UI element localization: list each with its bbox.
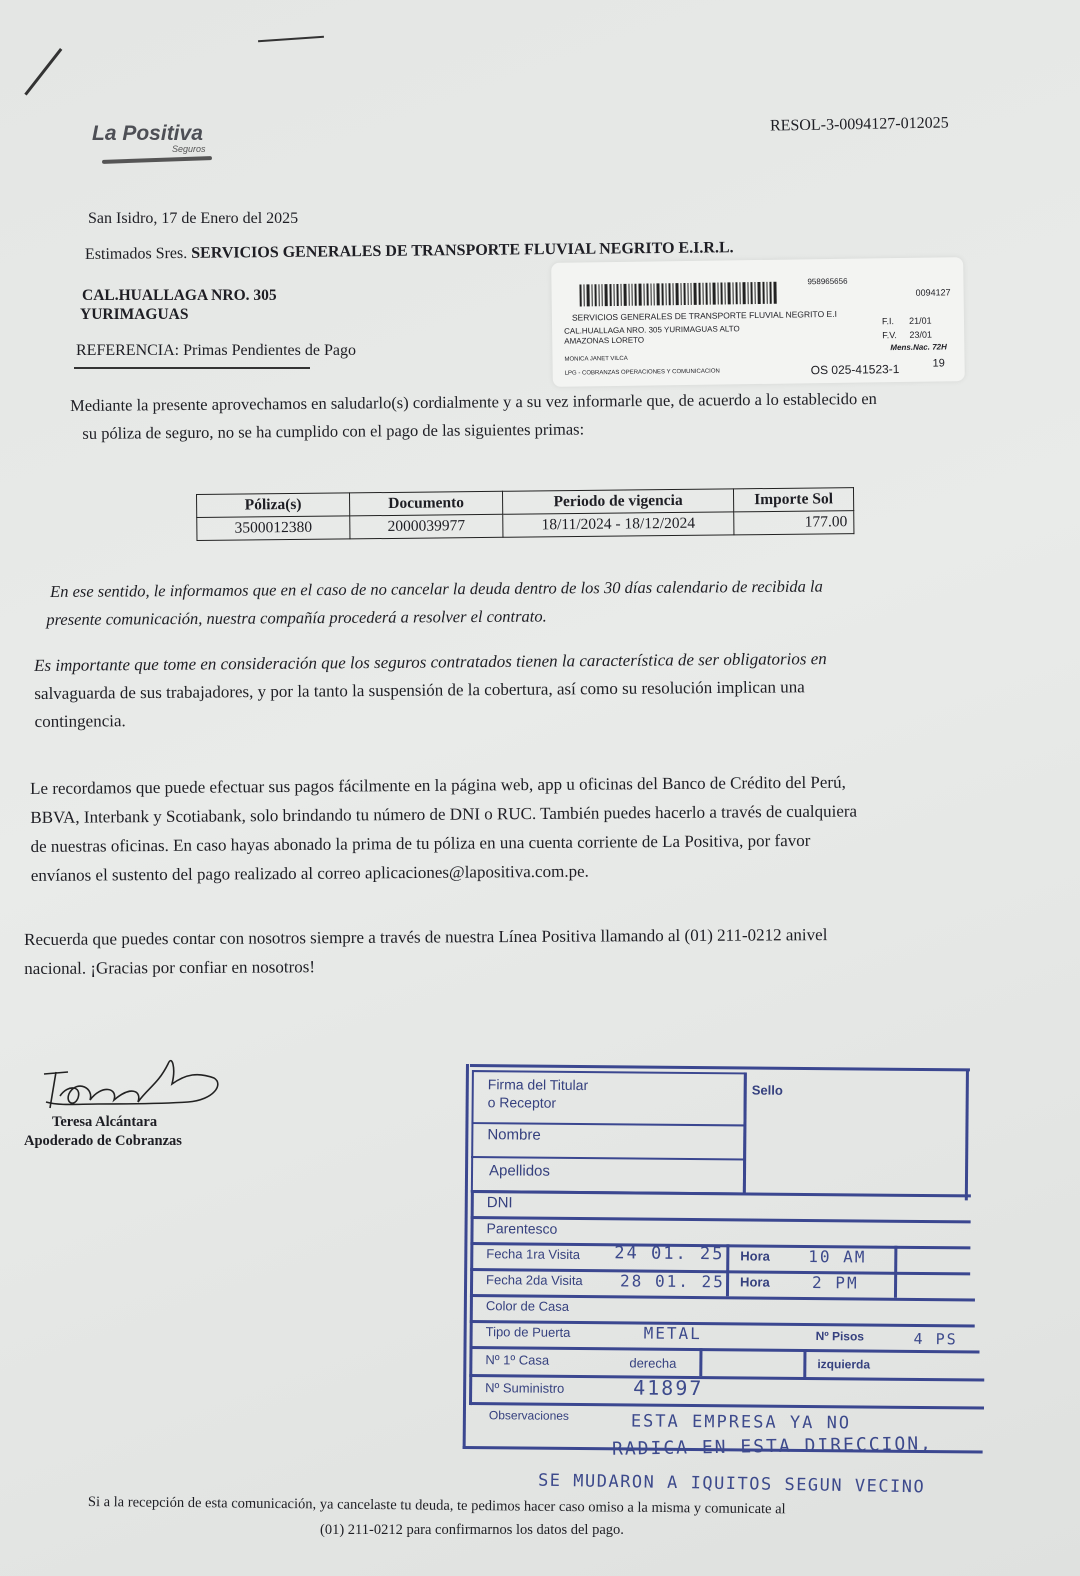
stamp-n-casa: Nº 1º Casa [485, 1352, 550, 1368]
label-address1: CAL.HUALLAGA NRO. 305 YURIMAGUAS ALTO [564, 324, 740, 336]
cell-importe: 177.00 [734, 511, 854, 535]
p5-line1: Recuerda que puedes contar con nosotros siempre a través de nuestra Línea Positiva llamando al (01) 211-0212 anivel [24, 925, 828, 949]
label-address2: AMAZONAS LORETO [564, 335, 645, 346]
signer-title: Apoderado de Cobranzas [24, 1133, 182, 1149]
pen-mark [258, 36, 324, 43]
stamp-color-casa: Color de Casa [485, 1298, 570, 1314]
p3-line2: salvaguarda de sus trabajadores, y por la tanto la suspensión de la cobertura, así como su resolución implican una [34, 677, 805, 703]
col-line [469, 1190, 474, 1405]
label-person: MONICA JANET VILCA [564, 355, 628, 363]
hw-fecha1: 24 01. 25 [614, 1243, 725, 1265]
resol-code: RESOL-3-0094127-012025 [769, 114, 949, 135]
stamp-hora2: Hora [740, 1274, 770, 1290]
cell-documento: 2000039977 [350, 514, 503, 539]
shipping-label [551, 257, 965, 387]
label-fi [882, 316, 932, 327]
stamp-fecha2: Fecha 2da Visita [486, 1272, 583, 1289]
primas-table [196, 487, 854, 541]
label-os-code: OS 025-41523-1 [810, 362, 900, 378]
col-periodo: Periodo de vigencia [502, 489, 733, 514]
hw-pisos: 4 PS [913, 1329, 958, 1349]
col-line [803, 1349, 806, 1377]
hw-fecha2: 28 01. 25 [620, 1271, 725, 1292]
logo-sub: Seguros [172, 144, 206, 154]
footer-line2: (01) 211-0212 para confirmarnos los datos del pago. [320, 1522, 624, 1538]
stamp-izquierda: izquierda [817, 1357, 871, 1372]
label-ref-number: 0094127 [915, 287, 951, 298]
p4-line3: de nuestras oficinas. En caso hayas abonado la prima de tu póliza en una cuenta corriente de La Positiva, por favor [30, 830, 811, 856]
stamp-apellidos: Apellidos [488, 1162, 550, 1180]
col-poliza: Póliza(s) [197, 493, 350, 518]
hw-hora1: 10 AM [808, 1246, 867, 1267]
p4-line1: Le recordamos que puede efectuar sus pagos fácilmente en la página web, app u oficinas del Banco de Crédito del Perú, [30, 772, 846, 798]
visit-stamp [463, 1062, 996, 1462]
barcode [579, 282, 778, 307]
hw-suministro: 41897 [633, 1375, 704, 1401]
p3-line3: contingencia. [34, 711, 126, 731]
stamp-left [463, 1064, 469, 1449]
label-fi-label: F.I. [881, 316, 895, 327]
stamp-fecha1: Fecha 1ra Visita [486, 1246, 581, 1263]
footer-line1: Si a la recepción de esta comunicación, ya cancelaste tu deuda, te pedimos hacer caso omiso a la misma y comunicate al [87, 1494, 786, 1518]
hw-obs2: RADICA EN ESTA DIRECCION, [611, 1433, 934, 1460]
stamp-n-suministro: Nº Suministro [485, 1380, 565, 1396]
stamp-n-pisos: Nº Pisos [815, 1329, 865, 1344]
col-importe: Importe Sol [733, 488, 853, 512]
address-line2: YURIMAGUAS [80, 306, 189, 323]
hw-hora2: 2 PM [812, 1273, 859, 1293]
intro-paragraph [70, 383, 1050, 448]
col-line [894, 1246, 897, 1298]
stamp-parentesco: Parentesco [486, 1220, 558, 1237]
label-company: SERVICIOS GENERALES DE TRANSPORTE FLUVIAL NEGRITO E.I [571, 308, 837, 323]
label-mens: Mens.Nac. 72H [890, 342, 947, 353]
stamp-firma2: o Receptor [487, 1094, 557, 1111]
label-fv-value: 23/01 [909, 329, 932, 340]
col-documento: Documento [349, 491, 502, 516]
barcode-number: 958965656 [807, 276, 848, 287]
company-name: SERVICIOS GENERALES DE TRANSPORTE FLUVIAL NEGRITO E.I.R.L. [191, 239, 734, 262]
stamp-observaciones: Observaciones [488, 1408, 570, 1423]
p4-line2: BBVA, Interbank y Scotiabank, solo brindando tu número de DNI o RUC. También puedes hacerlo a través de cualquiera [30, 801, 858, 827]
hw-tipo-puerta: METAL [643, 1323, 702, 1344]
stamp-derecha: derecha [629, 1355, 677, 1371]
address-line1: CAL.HUALLAGA NRO. 305 [82, 287, 277, 304]
stamp-dni: DNI [486, 1194, 513, 1212]
cell-poliza: 3500012380 [197, 516, 350, 541]
logo-swoosh [102, 156, 212, 164]
signature-scribble [38, 1044, 228, 1116]
pen-mark [24, 48, 62, 96]
col-line [726, 1244, 729, 1296]
p5-line2: nacional. ¡Gracias por confiar en nosotros! [24, 957, 316, 978]
place-date: San Isidro, 17 de Enero del 2025 [88, 210, 299, 227]
stamp-nombre: Nombre [487, 1126, 541, 1144]
reference: REFERENCIA: Primas Pendientes de Pago [76, 342, 356, 359]
hw-obs1: ESTA EMPRESA YA NO [630, 1411, 852, 1434]
stamp-hora1: Hora [740, 1248, 771, 1264]
stamp-firma: Firma del Titular [487, 1076, 589, 1094]
intro-line1: Mediante la presente aprovechamos en saludarlo(s) cordialmente y a su vez informarle que, de acuerdo a lo establecido en [70, 388, 877, 415]
col-line [699, 1348, 702, 1376]
logo-name: La Positiva [92, 122, 203, 145]
greeting-prefix: Estimados Sres. [84, 244, 188, 263]
paragraph-5 [24, 919, 1034, 983]
cell-periodo: 18/11/2024 - 18/12/2024 [503, 512, 734, 537]
signer-name: Teresa Alcántara [52, 1114, 158, 1130]
p2-line2: presente comunicación, nuestra compañía procederá a resolver el contrato. [46, 606, 547, 630]
stamp-tipo-puerta: Tipo de Puerta [485, 1324, 571, 1340]
p4-line4: envíanos el sustento del pago realizado al correo aplicaciones@lapositiva.com.pe. [30, 861, 589, 885]
reference-underline [74, 367, 310, 369]
label-count: 19 [932, 357, 945, 370]
paragraph-4 [30, 766, 1031, 890]
label-fv-label: F.V. [882, 330, 897, 341]
p2-line1: En ese sentido, le informamos que en el caso de no cancelar la deuda dentro de los 30 días calendario de recibida la [50, 576, 823, 601]
paragraph-3 [34, 643, 1025, 736]
label-fi-value: 21/01 [908, 315, 932, 326]
company-logo [92, 122, 222, 170]
p3-line1: Es importante que tome en consideración que los seguros contratados tienen la característica de ser obligatorios en [34, 649, 827, 675]
hw-obs3: SE MUDARON A IQUITOS SEGUN VECINO [537, 1470, 926, 1498]
label-dept: LPG - COBRANZAS OPERACIONES Y COMUNICACION [564, 368, 720, 377]
label-fv [882, 330, 932, 341]
intro-line2: su póliza de seguro, no se ha cumplido con el pago de las siguientes primas: [82, 419, 585, 443]
stamp-sello: Sello [751, 1082, 783, 1098]
paragraph-2 [46, 571, 1030, 634]
greeting [85, 239, 734, 264]
